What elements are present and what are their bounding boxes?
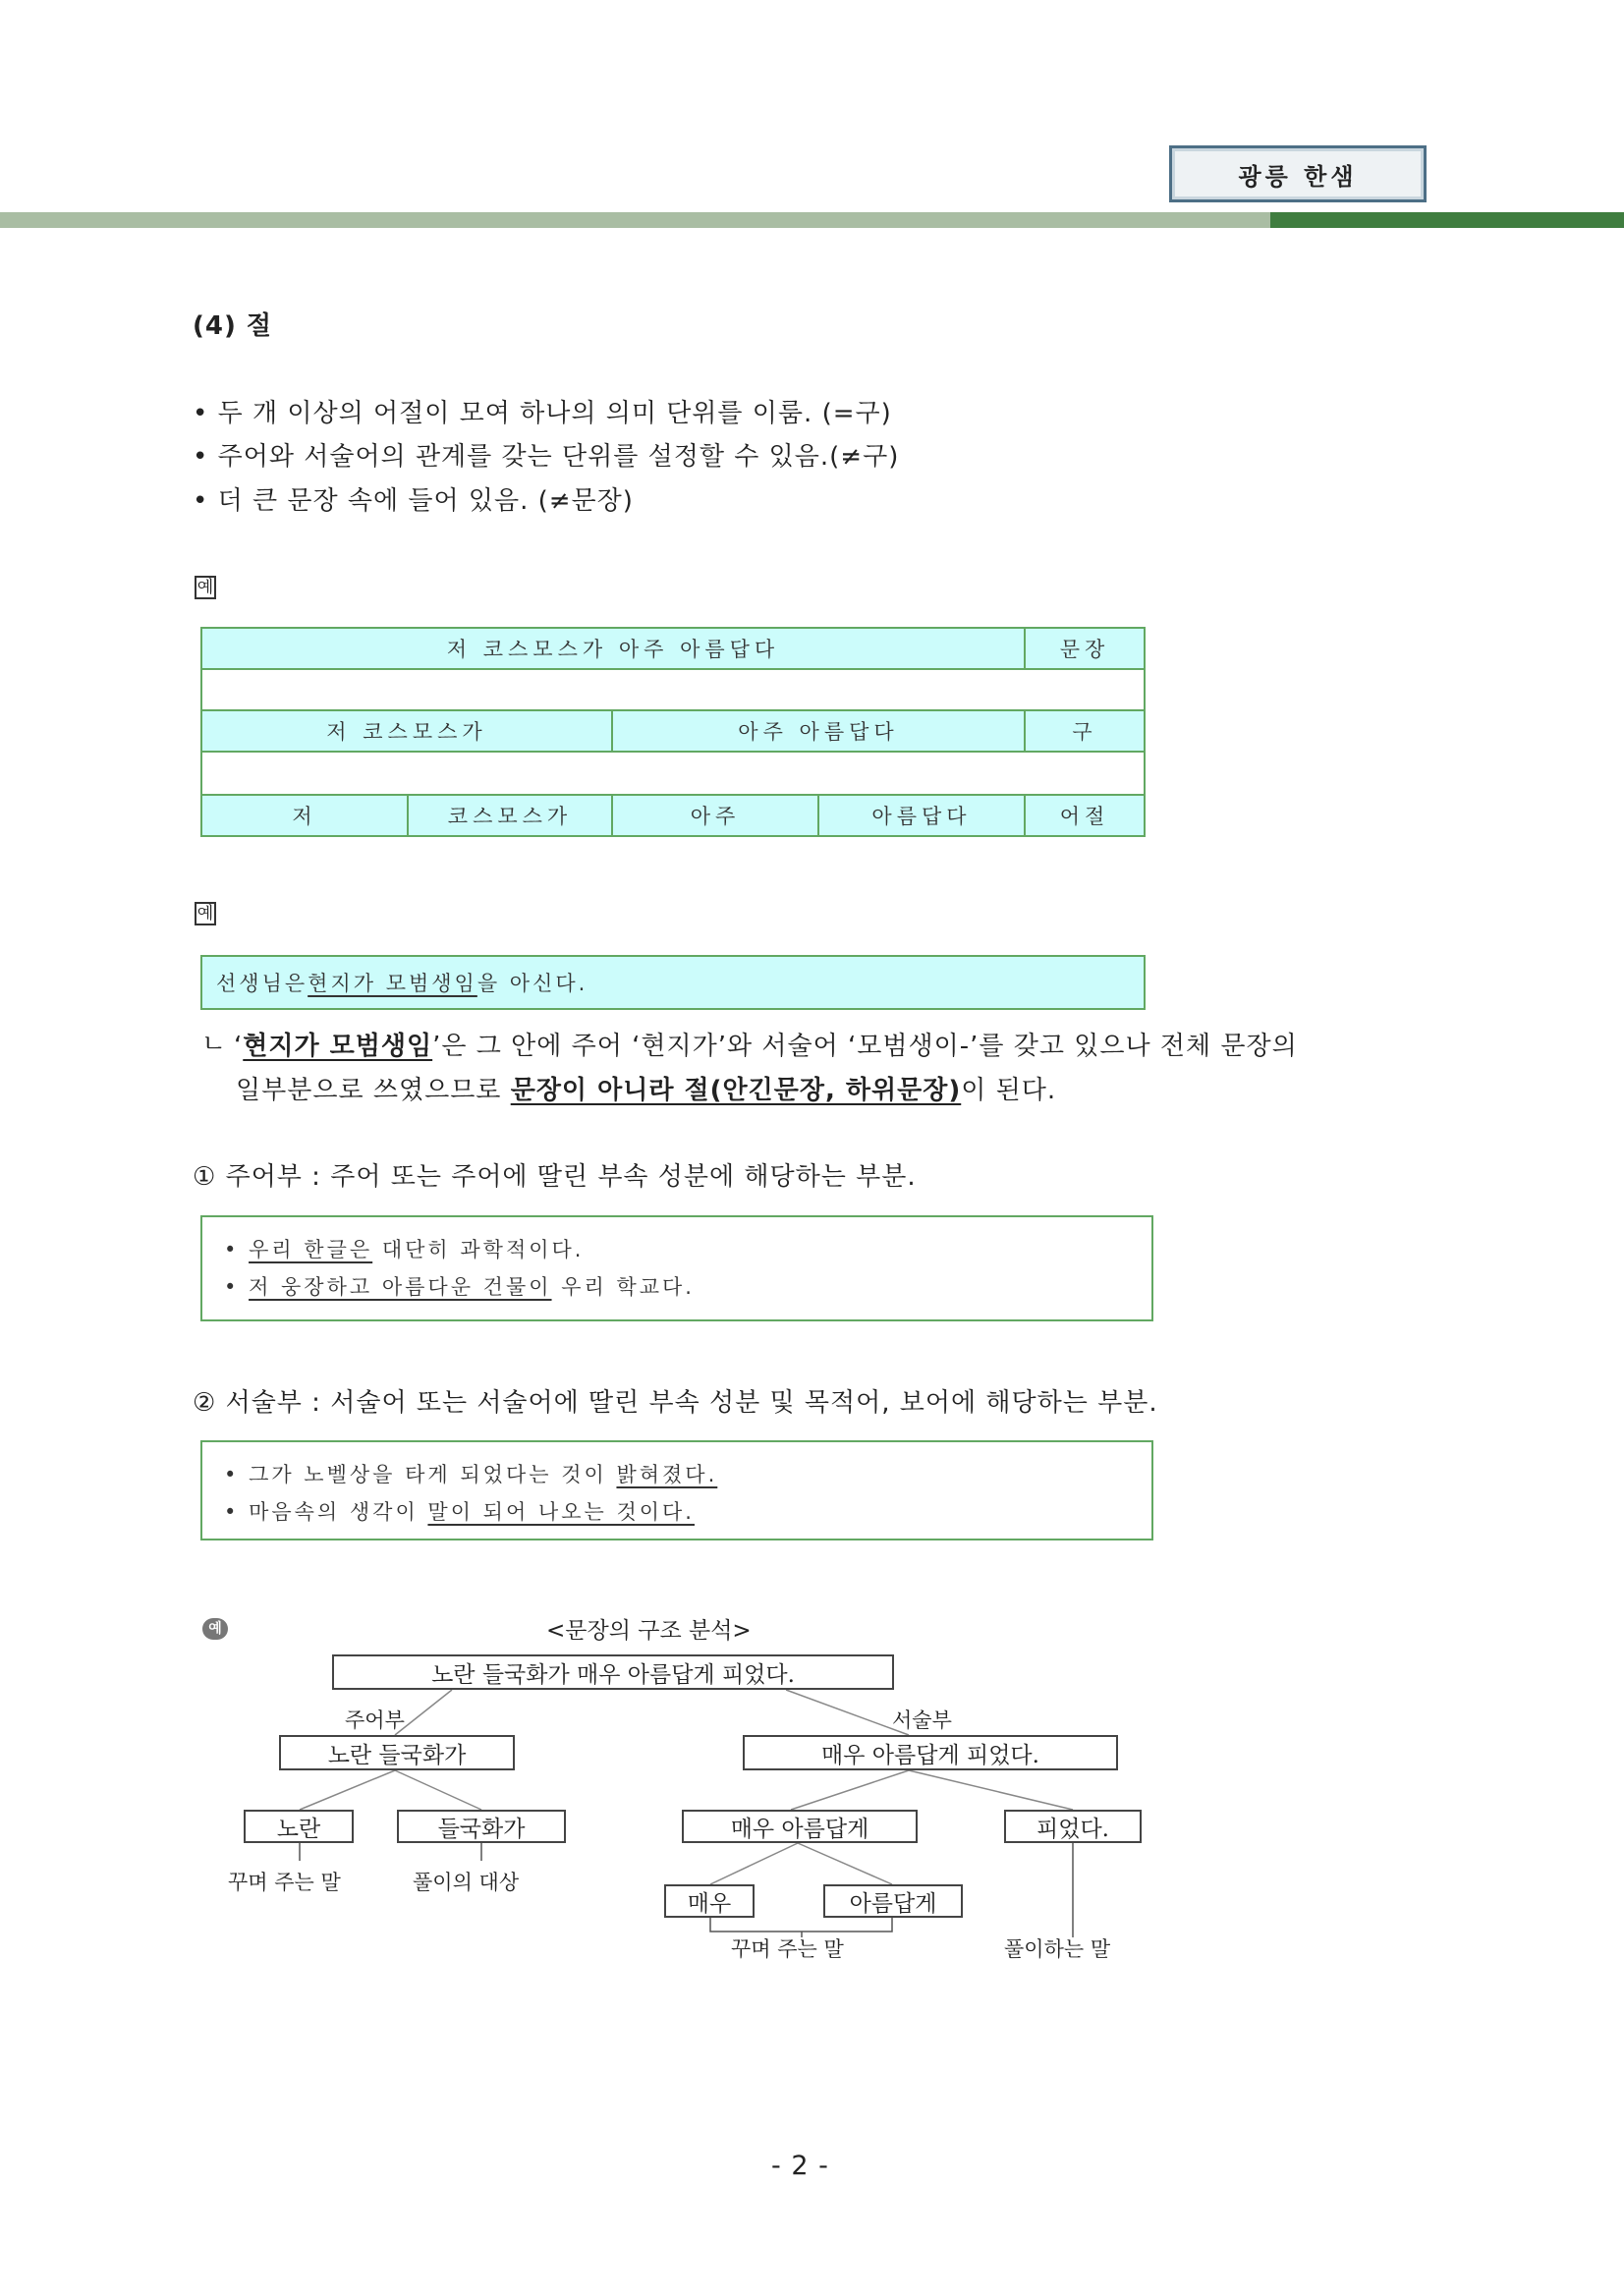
edge-maeu [710, 1843, 798, 1884]
page-number: - 2 - [771, 2151, 829, 2181]
explain-rest-1: ’은 그 안에 주어 ‘현지가’와 서술어 ‘모범생이-’를 갖고 있으나 전체 문장의 [432, 1032, 1298, 1061]
predicate-ex1-underlined: 밝혀졌다. [616, 1463, 718, 1486]
edge-predicate-maeu-areum [791, 1770, 909, 1810]
table-phrase-right: 아주 아름답다 [611, 709, 1026, 753]
tree-label-modifier-1: 꾸며 주는 말 [228, 1871, 341, 1894]
edge-subject-noran [300, 1770, 395, 1810]
tree-node-gukhwa: 들국화가 [397, 1810, 566, 1843]
tree-predicate-label: 서술부 [892, 1708, 952, 1732]
tree-label-predicate: 풀이하는 말 [1004, 1937, 1111, 1961]
subject-ex1-underlined: 우리 한글은 [249, 1238, 373, 1261]
bullet-2: • 주어와 서술어의 관계를 갖는 단위를 설정할 수 있음.(≠구) [193, 442, 900, 472]
explain-conclusion: 문장이 아니라 절(안긴문장, 하위문장) [510, 1076, 962, 1105]
example-mark-1: 예 [195, 576, 216, 599]
table-sentence-tag: 문장 [1024, 627, 1146, 670]
tree-node-maeu: 매우 [664, 1884, 755, 1918]
table-word-tag: 어절 [1024, 794, 1146, 837]
edge-root-predicate [786, 1690, 909, 1735]
tree-node-maeu-areum: 매우 아름답게 [682, 1810, 918, 1843]
subject-title: ① 주어부 : 주어 또는 주어에 딸린 부속 성분에 해당하는 부분. [193, 1162, 917, 1192]
tree-label-topic: 풀이의 대상 [413, 1871, 520, 1894]
example-embedded-clause: 현지가 모범생임 [308, 972, 477, 995]
predicate-title: ② 서술부 : 서술어 또는 서술어에 딸린 부속 성분 및 목적어, 보어에 해당하는 부분. [193, 1388, 1158, 1418]
tree-node-noran: 노란 [244, 1810, 354, 1843]
tree-node-pieotda: 피었다. [1004, 1810, 1142, 1843]
subject-example-1: • 우리 한글은 대단히 과학적이다. [224, 1238, 585, 1261]
predicate-example-1: • 그가 노벨상을 타게 되었다는 것이 밝혀졌다. [224, 1463, 718, 1486]
explain-rest-2b: 이 된다. [961, 1076, 1057, 1105]
example-pre: 선생님은 [216, 972, 308, 995]
edge-areum [798, 1843, 892, 1884]
tree-title: <문장의 구조 분석> [546, 1618, 752, 1644]
edge-predicate-pieotda [909, 1770, 1073, 1810]
subject-ex1-rest: 대단히 과학적이다. [372, 1238, 585, 1261]
predicate-ex2-underlined: 말이 되어 나오는 것이다. [427, 1500, 695, 1524]
tree-subject-label: 주어부 [345, 1708, 405, 1732]
explain-clause: 현지가 모범생임 [243, 1032, 433, 1061]
subject-ex2-rest: 우리 학교다. [551, 1275, 695, 1299]
edge-subject-gukhwa [395, 1770, 481, 1810]
tree-predicate-node: 매우 아름답게 피었다. [743, 1735, 1118, 1770]
tree-node-areum: 아름답게 [823, 1884, 963, 1918]
explain-mark: ㄴ [201, 1030, 228, 1059]
table-word-4: 아름답다 [817, 794, 1026, 837]
tree-subject-node: 노란 들국화가 [279, 1735, 515, 1770]
table-phrase-tag: 구 [1024, 709, 1146, 753]
example-mark-2: 예 [195, 902, 216, 925]
bullet-1: • 두 개 이상의 어절이 모여 하나의 의미 단위를 이룸. (=구) [193, 399, 892, 428]
explain-rest-2a: 일부분으로 쓰였으므로 [236, 1076, 511, 1105]
tree-example-mark: 예 [202, 1618, 228, 1640]
section-heading: (4) 절 [193, 311, 273, 341]
bracket-modifier2 [710, 1918, 892, 1932]
explain-quote-open: ‘ [234, 1032, 244, 1061]
predicate-ex2-rest: 마음속의 생각이 [249, 1500, 428, 1524]
table-word-3: 아주 [611, 794, 819, 837]
table-word-2: 코스모스가 [407, 794, 613, 837]
subject-example-2: • 저 웅장하고 아름다운 건물이 우리 학교다. [224, 1275, 695, 1299]
bullet-3: • 더 큰 문장 속에 들어 있음. (≠문장) [193, 486, 634, 516]
predicate-ex1-rest: 그가 노벨상을 타게 되었다는 것이 [249, 1463, 617, 1486]
tree-root-node: 노란 들국화가 매우 아름답게 피었다. [332, 1654, 894, 1690]
table-word-1: 저 [200, 794, 409, 837]
table-sentence-cell: 저 코스모스가 아주 아름답다 [200, 627, 1026, 670]
tree-label-modifier-2: 꾸며 주는 말 [731, 1937, 844, 1961]
example-post: 을 아신다. [476, 972, 588, 995]
predicate-example-2: • 마음속의 생각이 말이 되어 나오는 것이다. [224, 1500, 695, 1524]
subject-ex2-underlined: 저 웅장하고 아름다운 건물이 [249, 1275, 552, 1299]
table-phrase-left: 저 코스모스가 [200, 709, 613, 753]
header-badge: 광릉 한샘 [1169, 145, 1427, 202]
